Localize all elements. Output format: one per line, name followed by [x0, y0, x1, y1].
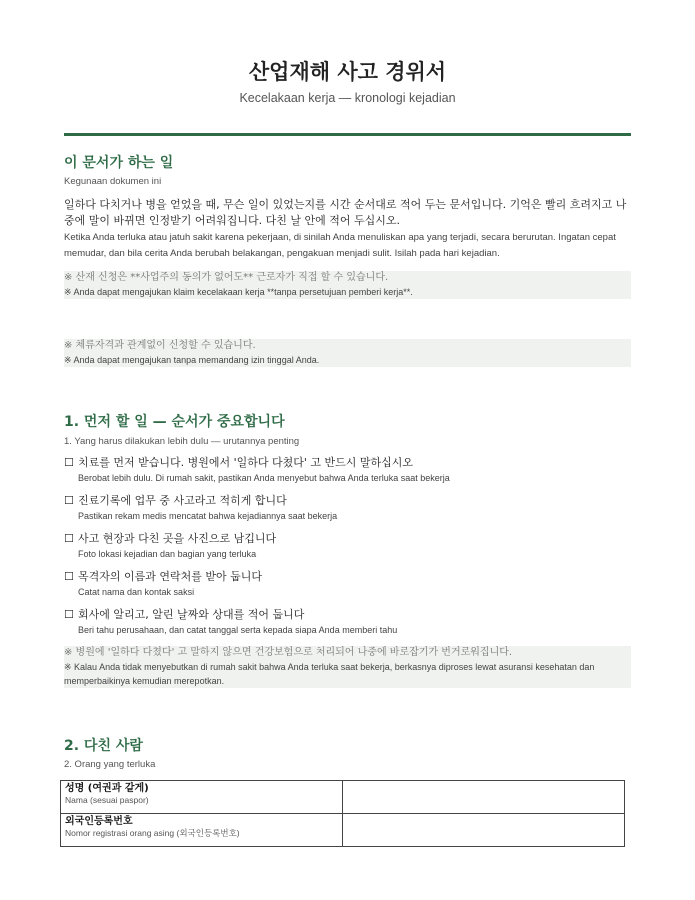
checklist-item-ko: 목격자의 이름과 연락처를 받아 둡니다 — [78, 570, 263, 583]
name-field[interactable] — [343, 781, 625, 814]
purpose-body-ko: 일하다 다치거나 병을 얻었을 때, 무슨 일이 있었는지를 시간 순서대로 적어 두는 문서입니다. 기억은 빨리 흐려지고 나중에 말이 바뀌면 인정받기 어려워집니다. 다친 날 안에 적어 두십시오. — [64, 198, 627, 227]
checklist-item[interactable] — [64, 493, 631, 523]
purpose-body-id: Ketika Anda terluka atau jatuh sakit karena pekerjaan, di sinilah Anda menuliskan apa yang terjadi, secara berurutan. Ingatan cepat memudar, dan bila cerita Anda berubah belakangan, pengakuan menjadi sulit. Isilah pada hari kejadian. — [64, 232, 616, 259]
purpose-heading-sub: Kegunaan dokumen ini — [64, 176, 162, 187]
checkbox-icon[interactable]: ☐ — [64, 608, 74, 621]
registration-number-field[interactable] — [343, 814, 625, 847]
checklist-item[interactable] — [64, 455, 631, 485]
table-row — [61, 814, 625, 847]
section1-heading-sub: 1. Yang harus dilakukan lebih dulu — urutannya penting — [64, 436, 300, 447]
registration-field-label — [61, 814, 343, 847]
checklist-item-ko: 치료를 먼저 받습니다. 병원에서 '일하다 다쳤다' 고 반드시 말하십시오 — [78, 456, 414, 469]
checklist-item-id: Pastikan rekam medis mencatat bahwa kejadiannya saat bekerja — [78, 511, 338, 521]
section1-heading: 1. 먼저 할 일 — 순서가 중요합니다 — [64, 414, 285, 430]
note-hospital-id: ※ Kalau Anda tidak menyebutkan di rumah sakit bahwa Anda terluka saat bekerja, berkasnya diproses lewat asuransi kesehatan dan memperbaikinya kemudian merepotkan. — [64, 662, 595, 686]
registration-label-ko: 외국인등록번호 — [65, 816, 133, 827]
injured-person-table — [60, 780, 625, 847]
checklist-item[interactable] — [64, 531, 631, 561]
name-label-ko: 성명 (여권과 같게) — [65, 783, 149, 794]
section2-heading-sub: 2. Orang yang terluka — [64, 759, 156, 770]
checklist-item-id: Foto lokasi kejadian dan bagian yang terluka — [78, 549, 257, 559]
note-consent — [64, 271, 631, 299]
checklist-item[interactable] — [64, 569, 631, 599]
checklist-item[interactable] — [64, 607, 631, 637]
note-consent-ko: ※ 산재 신청은 **사업주의 동의가 없어도** 근로자가 직접 할 수 있습니다. — [64, 272, 389, 283]
section2-heading: 2. 다친 사람 — [64, 738, 143, 754]
document-subtitle: Kecelakaan kerja — kronologi kejadian — [239, 91, 456, 105]
registration-label-id: Nomor registrasi orang asing (외국인등록번호) — [65, 828, 240, 838]
checkbox-icon[interactable]: ☐ — [64, 532, 74, 545]
checkbox-icon[interactable]: ☐ — [64, 456, 74, 469]
note-visa — [64, 339, 631, 367]
checklist-item-id: Catat nama dan kontak saksi — [78, 587, 195, 597]
name-label-id: Nama (sesuai paspor) — [65, 795, 149, 805]
checklist-item-id: Berobat lebih dulu. Di rumah sakit, pastikan Anda menyebut bahwa Anda terluka saat bekerja — [78, 473, 450, 483]
note-visa-ko: ※ 체류자격과 관계없이 신청할 수 있습니다. — [64, 340, 256, 351]
table-row — [61, 781, 625, 814]
checklist-item-id: Beri tahu perusahaan, dan catat tanggal serta kepada siapa Anda memberi tahu — [78, 625, 398, 635]
checklist-item-ko: 사고 현장과 다친 곳을 사진으로 남깁니다 — [78, 532, 277, 545]
checkbox-icon[interactable]: ☐ — [64, 494, 74, 507]
note-hospital — [64, 646, 631, 688]
checklist-item-ko: 회사에 알리고, 알린 날짜와 상대를 적어 둡니다 — [78, 608, 305, 621]
checkbox-icon[interactable]: ☐ — [64, 570, 74, 583]
header-divider — [64, 133, 631, 136]
purpose-heading: 이 문서가 하는 일 — [64, 155, 174, 171]
note-hospital-ko: ※ 병원에 '일하다 다쳤다' 고 말하지 않으면 건강보험으로 처리되어 나중에 바로잡기가 번거로워집니다. — [64, 647, 513, 658]
checklist-item-ko: 진료기록에 업무 중 사고라고 적히게 합니다 — [78, 494, 287, 507]
note-visa-id: ※ Anda dapat mengajukan tanpa memandang izin tinggal Anda. — [64, 355, 320, 365]
name-field-label — [61, 781, 343, 814]
note-consent-id: ※ Anda dapat mengajukan klaim kecelakaan kerja **tanpa persetujuan pemberi kerja**. — [64, 287, 413, 297]
document-title: 산업재해 사고 경위서 — [248, 60, 447, 84]
